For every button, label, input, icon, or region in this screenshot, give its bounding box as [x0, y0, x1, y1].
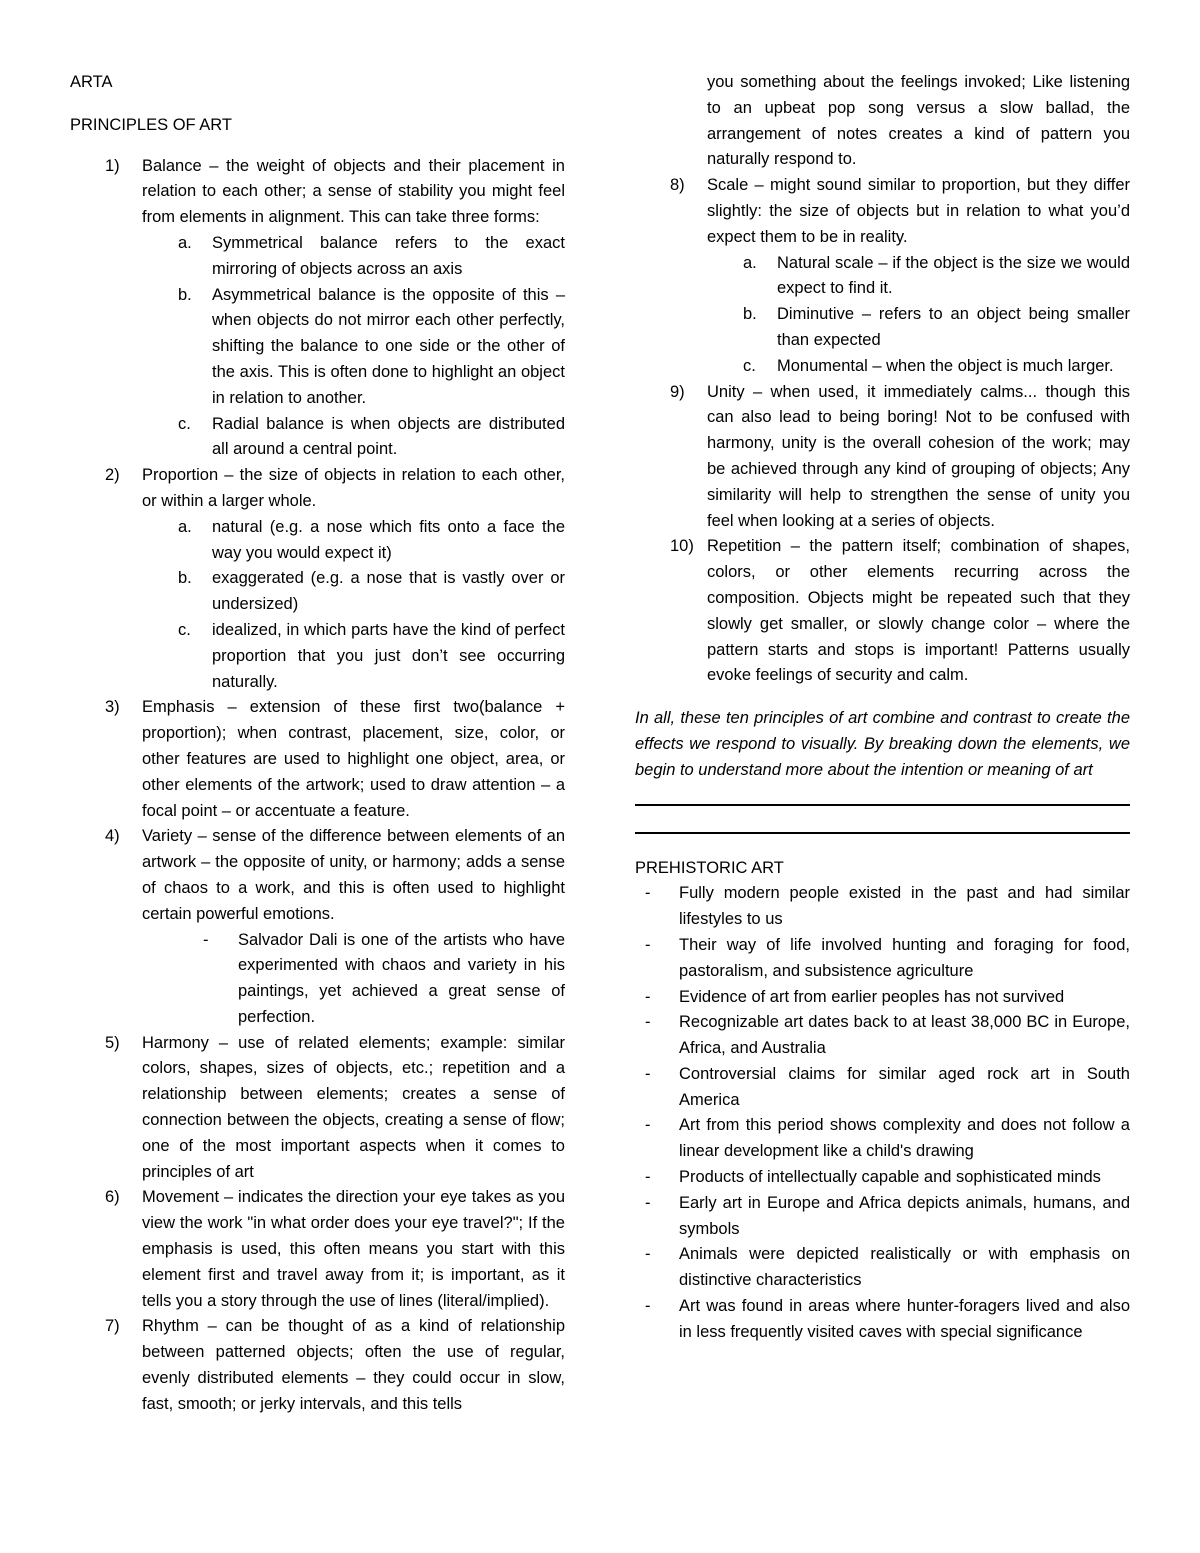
dash-mark: - [645, 1193, 651, 1212]
sub-item [635, 251, 1130, 303]
principle-unity [635, 380, 1130, 535]
principle-text: Balance – the weight of objects and their placement in relation to each other; a sense of stability you might feel from elements in alignment. This can take three forms: [142, 156, 565, 227]
fact-text: Animals were depicted realistically or with emphasis on distinctive characteristics [679, 1245, 1130, 1290]
principle-scale [635, 173, 1130, 379]
dash-mark: - [645, 935, 651, 954]
fact-text: Early art in Europe and Africa depicts animals, humans, and symbols [679, 1193, 1130, 1238]
prehistoric-heading: PREHISTORIC ART [635, 858, 784, 877]
fact-text: Fully modern people existed in the past and had similar lifestyles to us [679, 884, 1130, 929]
sub-text: idealized, in which parts have the kind of perfect proportion that you just don’t see occurring naturally. [212, 620, 565, 691]
dash-mark: - [645, 884, 651, 903]
principles-heading: PRINCIPLES OF ART [70, 115, 232, 134]
dash-mark: - [645, 1013, 651, 1032]
fact-item [635, 1242, 1130, 1294]
principles-list-continued [635, 173, 1130, 689]
fact-item [635, 881, 1130, 933]
horizontal-rule [635, 832, 1130, 834]
sub-letter: c. [178, 620, 191, 639]
principle-text: Emphasis – extension of these first two(balance + proportion); when contrast, placement, size, color, or other features are used to highlight one object, area, or other elements of the artwork; used to draw attention – a focal point – or accentuate a feature. [142, 698, 565, 820]
sub-letter: b. [178, 285, 192, 304]
sub-letter: b. [743, 305, 757, 324]
sub-letter: c. [178, 414, 191, 433]
sub-text: Asymmetrical balance is the opposite of this – when objects do not mirror each other perfectly, shifting the balance to one side or the other of the axis. This is often done to highlight an object in relation to another. [212, 285, 565, 407]
principle-text: Scale – might sound similar to proportion, but they differ slightly: the size of objects but in relation to what you’d expect them to be in reality. [707, 176, 1130, 246]
principles-list [70, 154, 565, 1418]
summary-paragraph: In all, these ten principles of art combine and contrast to create the effects we respond to visually. By breaking down the elements, we begin to understand more about the intention or meaning of art [635, 709, 1130, 779]
fact-text: Art was found in areas where hunter-foragers lived and also in less frequently visited caves with special significance [679, 1297, 1130, 1341]
sub-text: natural (e.g. a nose which fits onto a face the way you would expect it) [212, 517, 565, 562]
sub-item [70, 566, 565, 618]
fact-item [635, 1010, 1130, 1062]
fact-text: Controversial claims for similar aged rock art in South America [679, 1064, 1130, 1109]
sub-letter: a. [743, 253, 757, 272]
fact-text: Recognizable art dates back to at least 38,000 BC in Europe, Africa, and Australia [679, 1013, 1130, 1058]
doc-title: ARTA [70, 73, 113, 91]
principle-rhythm [70, 1314, 565, 1417]
sub-text: Radial balance is when objects are distributed all around a central point. [212, 414, 565, 459]
list-number: 10) [670, 537, 694, 556]
sub-item [70, 283, 565, 412]
sub-item [635, 302, 1130, 354]
list-number: 3) [105, 698, 120, 717]
sub-item [70, 618, 565, 695]
rhythm-continuation: you something about the feelings invoked; Like listening to an upbeat pop song versus a slow ballad, the arrangement of notes creates a kind of pattern you naturally respond to. [707, 73, 1130, 169]
fact-text: Evidence of art from earlier peoples has not survived [679, 987, 1065, 1006]
principle-text: Repetition – the pattern itself; combination of shapes, colors, or other elements recurring across the composition. Objects might be repeated such that they slowly get smaller, or slowly change color – where the pattern starts and stops is important! Patterns usually evoke feelings of security and calm. [707, 537, 1130, 685]
sub-letter: a. [178, 517, 192, 536]
fact-item [635, 1165, 1130, 1191]
principle-text: Unity – when used, it immediately calms... though this can also lead to being boring! Not to be confused with harmony, unity is the overall cohesion of the work; may be achieved through any kind of grouping of objects; Any similarity will help to strengthen the sense of unity you feel when looking at a series of objects. [707, 382, 1130, 530]
principle-text: Proportion – the size of objects in relation to each other, or within a larger whole. [142, 466, 565, 510]
principle-text: Variety – sense of the difference between elements of an artwork – the opposite of unity, or harmony; adds a sense of chaos to a work, and this is often used to highlight certain powerful emotions. [142, 827, 565, 923]
list-number: 5) [105, 1033, 120, 1052]
list-number: 2) [105, 466, 120, 485]
prehistoric-facts-list [635, 881, 1130, 1345]
right-column [635, 70, 1130, 1346]
list-number: 4) [105, 827, 120, 846]
principle-text: Rhythm – can be thought of as a kind of relationship between patterned objects; often the use of regular, evenly distributed elements – they could occur in slow, fast, smooth; or jerky intervals, and this tells [142, 1317, 565, 1413]
principle-text: Movement – indicates the direction your eye takes as you view the work "in what order does your eye travel?"; If the emphasis is used, this often means you start with this element first and travel away from it; is important, as it tells you a story through the use of lines (literal/implied). [142, 1188, 565, 1310]
sub-text: Salvador Dali is one of the artists who have experimented with chaos and variety in his paintings, yet achieved a great sense of perfection. [238, 930, 565, 1026]
dash-mark: - [645, 1064, 651, 1083]
fact-text: Their way of life involved hunting and foraging for food, pastoralism, and subsistence agriculture [679, 935, 1130, 980]
sub-text: Natural scale – if the object is the size we would expect to find it. [777, 253, 1130, 298]
sub-text: Diminutive – refers to an object being smaller than expected [777, 305, 1130, 349]
dash-mark: - [203, 930, 209, 949]
fact-item [635, 1294, 1130, 1346]
sub-item [70, 412, 565, 464]
left-column [70, 70, 565, 1418]
sub-letter: c. [743, 356, 756, 375]
dash-mark: - [645, 1245, 651, 1264]
fact-item [635, 1113, 1130, 1165]
sub-item [70, 231, 565, 283]
principle-variety [70, 824, 565, 1030]
dash-mark: - [645, 1297, 651, 1316]
fact-item [635, 985, 1130, 1011]
fact-item [635, 1062, 1130, 1114]
list-number: 7) [105, 1317, 120, 1336]
horizontal-rule [635, 804, 1130, 806]
sub-letter: b. [178, 569, 192, 588]
sub-text: Symmetrical balance refers to the exact mirroring of objects across an axis [212, 233, 565, 278]
sub-text: Monumental – when the object is much larger. [777, 356, 1114, 375]
fact-item [635, 1191, 1130, 1243]
fact-text: Art from this period shows complexity and does not follow a linear development like a child's drawing [679, 1116, 1130, 1161]
dash-mark: - [645, 1168, 651, 1187]
sub-letter: a. [178, 233, 192, 252]
principle-proportion [70, 463, 565, 695]
dash-mark: - [645, 1116, 651, 1135]
principle-repetition [635, 534, 1130, 689]
dash-sub-item [70, 928, 565, 1031]
principle-movement [70, 1185, 565, 1314]
principle-balance [70, 154, 565, 464]
list-number: 8) [670, 176, 685, 195]
list-number: 6) [105, 1188, 120, 1207]
sub-text: exaggerated (e.g. a nose that is vastly over or undersized) [212, 569, 565, 614]
sub-item [635, 354, 1130, 380]
list-number: 9) [670, 382, 685, 401]
principle-harmony [70, 1031, 565, 1186]
principle-text: Harmony – use of related elements; example: similar colors, shapes, sizes of objects, etc.; repetition and a relationship between elements; creates a sense of connection between the objects, creating a sense of flow; one of the most important aspects when it comes to principles of art [142, 1033, 565, 1181]
fact-item [635, 933, 1130, 985]
dash-mark: - [645, 987, 651, 1006]
principle-emphasis [70, 695, 565, 824]
sub-item [70, 515, 565, 567]
fact-text: Products of intellectually capable and sophisticated minds [679, 1168, 1101, 1187]
list-number: 1) [105, 156, 120, 175]
